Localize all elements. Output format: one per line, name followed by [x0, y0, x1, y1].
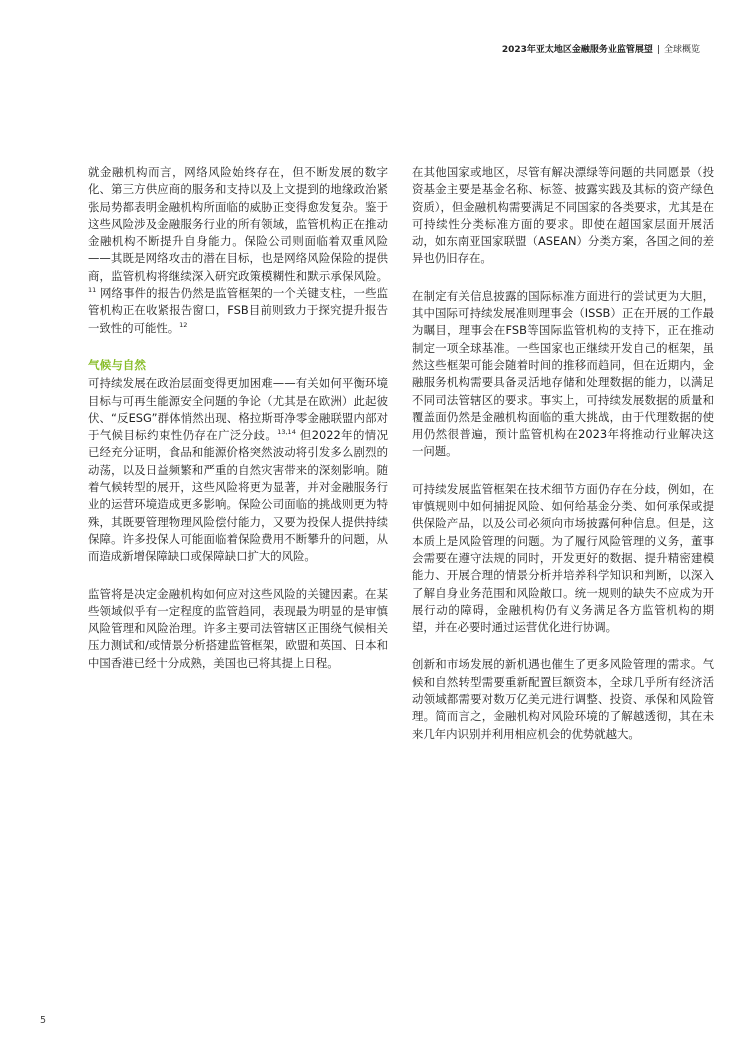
header-separator: |	[656, 45, 660, 55]
footnote-ref: 12	[179, 320, 188, 329]
climate-paragraph	[88, 375, 388, 565]
report-title: 2023年亚太地区金融服务业监管展望	[501, 45, 653, 55]
disclosure-standards-paragraph: 在制定有关信息披露的国际标准方面进行的尝试更为大胆，其中国际可持续发展准则理事会（ISSB）正在开展的工作最为瞩目，理事会在FSB等国际监管机构的支持下，正在推动制定一项全球基准。一些国家也正继续开发自己的框架，虽然这些框架可能会随着时间的推移而趋同，但在近期内，金融服务机构需要具备灵活地存储和处理数据的能力，以满足不同司法管辖区的要求。事实上，可持续发展数据的质量和覆盖面仍然是金融机构面临的重大挑战，由于代理数据的使用仍然很普遍，预计监管机构在2023年将推动行业解决这一问题。	[412, 288, 714, 459]
paragraph-text: 但2022年的情况已经充分证明，食品和能源价格突然波动将引发多么剧烈的动荡，以及日益频繁和严重的自然灾害带来的深刻影响。随着气候转型的展开，这些风险将更为显著，并对金融服务行业的运营环境造成更多影响。保险公司面临的挑战则更为特殊，其既要管理物理风险偿付能力，又要为投保人提供持续保障。许多投保人可能面临着保险费用不断攀升的问题，从而造成新增保障缺口或保障缺口扩大的风险。	[88, 428, 388, 564]
section-name: 全球概览	[663, 45, 700, 55]
opportunities-paragraph: 创新和市场发展的新机遇也催生了更多风险管理的需求。气候和自然转型需要重新配置巨额资本，全球几乎所有经济活动领域都需要对数万亿美元进行调整、投资、承保和风险管理。简而言之，金融机构对风险环境的了解越透彻，其在未来几年内识别并利用相应机会的优势就越大。	[412, 657, 714, 741]
regulation-paragraph: 监管将是决定金融机构如何应对这些风险的关键因素。在某些领域似乎有一定程度的监管趋同，表现最为明显的是审慎风险管理和风险治理。许多主要司法管辖区正围绕气候相关压力测试和/或情景分析搭建监管框架，欧盟和英国、日本和中国香港已经十分成熟，美国也已将其提上日程。	[88, 586, 388, 670]
page-number: 5	[40, 1015, 47, 1026]
greenwashing-paragraph: 在其他国家或地区，尽管有解决漂绿等问题的共同愿景（投资基金主要是基金名称、标签、披露实践及其标的资产绿色资质），但金融机构需要满足不同国家的各类要求，尤其是在可持续性分类标准方面的要求。即使在超国家层面开展活动，如东南亚国家联盟（ASEAN）分类方案，各国之间的差异也仍旧存在。	[412, 165, 714, 266]
paragraph-text: 就金融机构而言，网络风险始终存在，但不断发展的数字化、第三方供应商的服务和支持以及上文提到的地缘政治紧张局势都表明金融机构所面临的威胁正变得愈发复杂。鉴于这些风险涉及金融服务行业的所有领域，监管机构正在推动金融机构不断提升自身能力。保险公司则面临着双重风险——其既是网络攻击的潜在目标，也是网络风险保险的提供商，监管机构将继续深入研究政策模糊性和默示承保风险。	[88, 165, 388, 283]
footnote-ref: 13,14	[277, 428, 296, 437]
left-column	[88, 164, 388, 692]
cyber-risk-paragraph	[88, 164, 388, 337]
paragraph-text: 可持续发展在政治层面变得更加困难——有关如何平衡环境目标与可再生能源安全问题的争论（尤其是在欧洲）此起彼伏、“反ESG”群体悄然出现、格拉斯哥净零金融联盟内部对于气候目标约束性仍存在广泛分歧。	[88, 376, 388, 443]
paragraph-text: 网络事件的报告仍然是监管框架的一个关键支柱，一些监管机构正在收紧报告窗口，FSB目前则致力于探究提升报告一致性的可能性。	[88, 286, 388, 335]
risk-management-paragraph: 可持续发展监管框架在技术细节方面仍存在分歧，例如，在审慎规则中如何捕捉风险、如何给基金分类、如何承保或提供保险产品，以及公司必须向市场披露何种信息。但是，这本质上是风险管理的问题。为了履行风险管理的义务，董事会需要在遵守法规的同时，开发更好的数据、提升精密建模能力、开展合理的情景分析并培养科学知识和判断，以深入了解自身业务范围和风险敞口。统一规则的缺失不应成为开展行动的障碍，金融机构仍有义务满足各方监管机构的期望，并在必要时通过运营优化进行协调。	[412, 481, 714, 635]
right-column	[412, 164, 714, 763]
footnote-ref: 11	[88, 286, 97, 295]
section-heading-climate: 气候与自然	[88, 357, 146, 372]
running-header	[502, 42, 700, 55]
